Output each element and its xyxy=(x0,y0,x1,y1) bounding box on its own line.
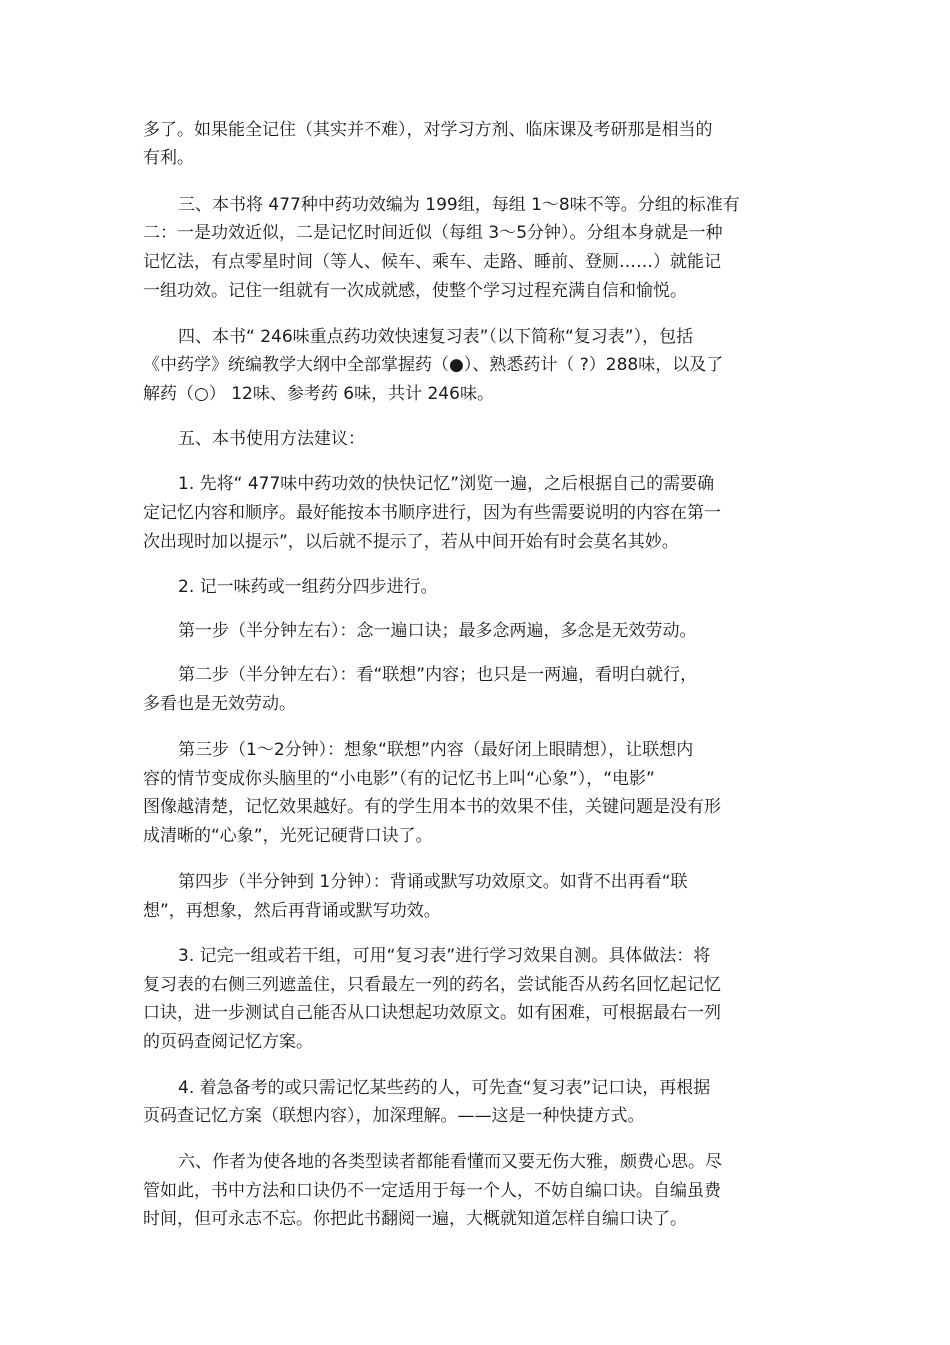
text-line: 四、本书“ 246味重点药功效快速复习表”（以下简称“复习表”），包括 xyxy=(178,327,694,347)
text-line: 3. 记完一组或若干组，可用“复习表”进行学习效果自测。具体做法：将 xyxy=(178,946,711,966)
text-line: 有利。 xyxy=(143,148,194,168)
text-line: 口诀，进一步测试自己能否从口诀想起功效原文。如有困难，可根据最右一列 xyxy=(143,1003,721,1023)
text-line: 容的情节变成你头脑里的“小电影”（有的记忆书上叫“心象”），“电影” xyxy=(143,769,655,789)
text-line: 第三步（1～2分钟）：想象“联想”内容（最好闭上眼睛想），让联想内 xyxy=(178,740,694,760)
text-line: 多了。如果能全记住（其实并不难），对学习方剂、临床课及考研那是相当的 xyxy=(143,120,713,140)
text-line: 的页码查阅记忆方案。 xyxy=(143,1032,313,1052)
text-line: 六、作者为使各地的各类型读者都能看懂而又要无伤大雅，颇费心思。尽 xyxy=(178,1152,722,1172)
text-line: 第四步（半分钟到 1分钟）：背诵或默写功效原文。如背不出再看“联 xyxy=(178,872,688,892)
text-line: 1. 先将“ 477味中药功效的快快记忆”浏览一遍，之后根据自己的需要确 xyxy=(178,474,715,494)
text-line: 定记忆内容和顺序。最好能按本书顺序进行，因为有些需要说明的内容在第一 xyxy=(143,503,721,523)
text-line: 4. 着急备考的或只需记忆某些药的人，可先查“复习表”记口诀，再根据 xyxy=(178,1078,711,1098)
text-line: 时间，但可永志不忘。你把此书翻阅一遍，大概就知道怎样自编口诀了。 xyxy=(143,1209,687,1229)
text-line: 《中药学》统编教学大纲中全部掌握药（●）、熟悉药计（ ?）288味，以及了 xyxy=(143,355,724,375)
text-line: 图像越清楚，记忆效果越好。有的学生用本书的效果不佳，关键问题是没有形 xyxy=(143,797,721,817)
text-line: 复习表的右侧三列遮盖住，只看最左一列的药名，尝试能否从药名回忆起记忆 xyxy=(143,975,721,995)
text-line: 管如此，书中方法和口诀仍不一定适用于每一个人，不妨自编口诀。自编虽费 xyxy=(143,1181,721,1201)
text-line: 三、本书将 477种中药功效编为 199组，每组 1～8味不等。分组的标准有 xyxy=(178,195,740,215)
text-line: 2. 记一味药或一组药分四步进行。 xyxy=(178,577,438,597)
text-line: 想”，再想象，然后再背诵或默写功效。 xyxy=(143,901,441,921)
text-line: 解药（○） 12味、参考药 6味，共计 246味。 xyxy=(143,384,494,404)
text-line: 记忆法，有点零星时间（等人、候车、乘车、走路、睡前、登厕……）就能记 xyxy=(143,252,721,272)
text-line: 第一步（半分钟左右）：念一遍口诀；最多念两遍，多念是无效劳动。 xyxy=(178,621,697,641)
text-line: 页码查记忆方案（联想内容），加深理解。——这是一种快捷方式。 xyxy=(143,1106,645,1126)
text-line: 二：一是功效近似，二是记忆时间近似（每组 3～5分钟）。分组本身就是一种 xyxy=(143,223,723,243)
text-line: 多看也是无效劳动。 xyxy=(143,694,296,714)
section-heading: 五、本书使用方法建议： xyxy=(178,429,365,449)
text-line: 第二步（半分钟左右）：看“联想”内容；也只是一两遍，看明白就行， xyxy=(178,665,698,685)
text-line: 成清晰的“心象”，光死记硬背口诀了。 xyxy=(143,826,433,846)
text-line: 一组功效。记住一组就有一次成就感，使整个学习过程充满自信和愉悦。 xyxy=(143,281,687,301)
text-line: 次出现时加以提示”，以后就不提示了，若从中间开始有时会莫名其妙。 xyxy=(143,532,679,552)
